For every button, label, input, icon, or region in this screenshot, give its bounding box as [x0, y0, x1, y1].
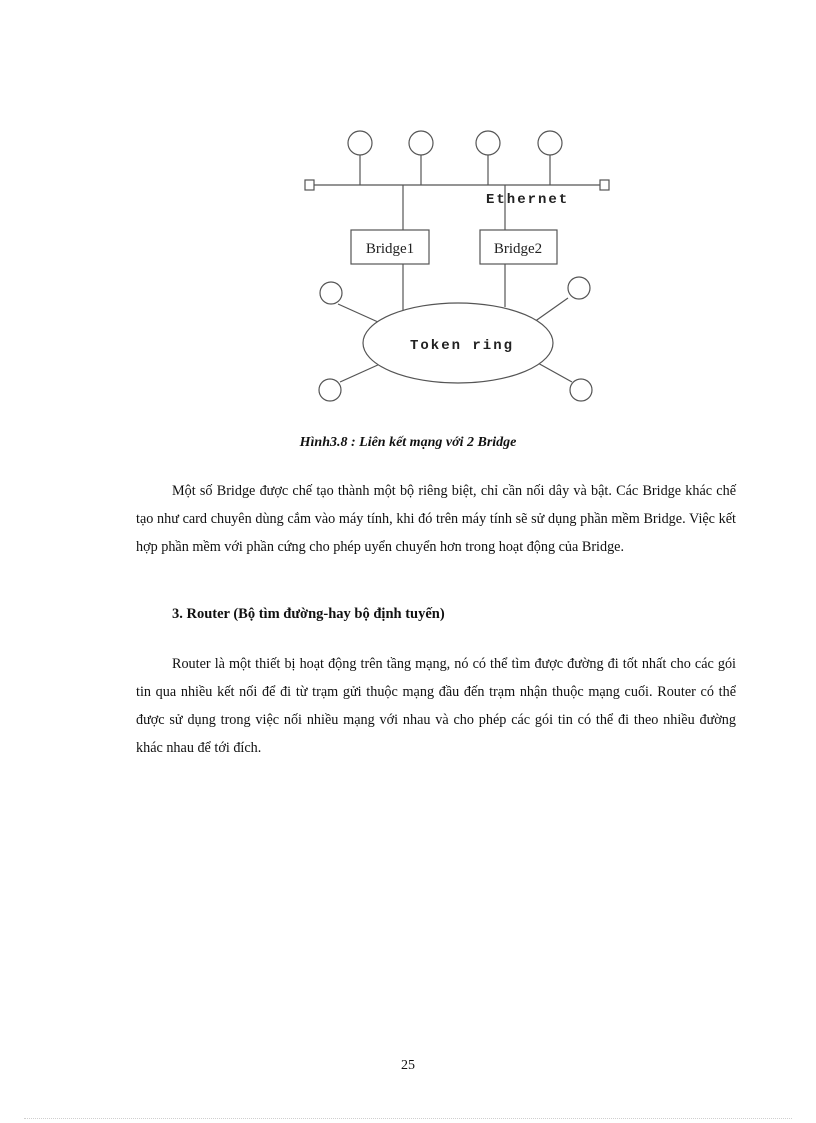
bridge-diagram-svg: [296, 126, 626, 416]
ethernet-host-node: [538, 131, 562, 155]
body-paragraph-bridge: Một số Bridge được chế tạo thành một bộ riêng biệt, chỉ cần nối dây và bật. Các Bridge khác chế tạo như card chuyên dùng cắm vào máy tính, khi đó trên máy tính sẽ sử dụng phần mềm Bridge. Việc kết hợp phần mềm với phần cứng cho phép uyển chuyển hơn trong hoạt động của Bridge.: [136, 483, 736, 555]
ring-host-node: [570, 379, 592, 401]
ring-host-node: [319, 379, 341, 401]
ring-host-link: [340, 364, 380, 382]
network-diagram: [296, 126, 626, 416]
ethernet-host-node: [348, 131, 372, 155]
ring-host-node: [320, 282, 342, 304]
ethernet-host-node: [409, 131, 433, 155]
ethernet-host-node: [476, 131, 500, 155]
bridge1-label: Bridge1: [365, 241, 415, 257]
ethernet-terminator-right: [600, 180, 609, 190]
section-heading-router: 3. Router (Bộ tìm đường-hay bộ định tuyến): [172, 606, 445, 622]
token-ring-label: Token ring: [409, 338, 515, 354]
ring-host-link: [536, 362, 572, 382]
ring-host-link: [338, 304, 378, 322]
body-paragraph-router: Router là một thiết bị hoạt động trên tầng mạng, nó có thể tìm được đường đi tốt nhất cho các gói tin qua nhiều kết nối để đi từ trạm gửi thuộc mạng đầu đến trạm nhận thuộc mạng cuối. Router có thể được sử dụng trong việc nối nhiều mạng với nhau và cho phép các gói tin có thể đi theo nhiều đường khác nhau để tới đích.: [136, 656, 736, 756]
ethernet-terminator-left: [305, 180, 314, 190]
page-number: 25: [401, 1058, 415, 1073]
bridge2-label: Bridge2: [493, 241, 543, 257]
ethernet-label: Ethernet: [486, 192, 570, 208]
page-bottom-divider: [24, 1118, 792, 1119]
figure-caption: Hình3.8 : Liên kết mạng với 2 Bridge: [299, 435, 517, 450]
ring-host-link: [534, 298, 568, 322]
ring-host-node: [568, 277, 590, 299]
